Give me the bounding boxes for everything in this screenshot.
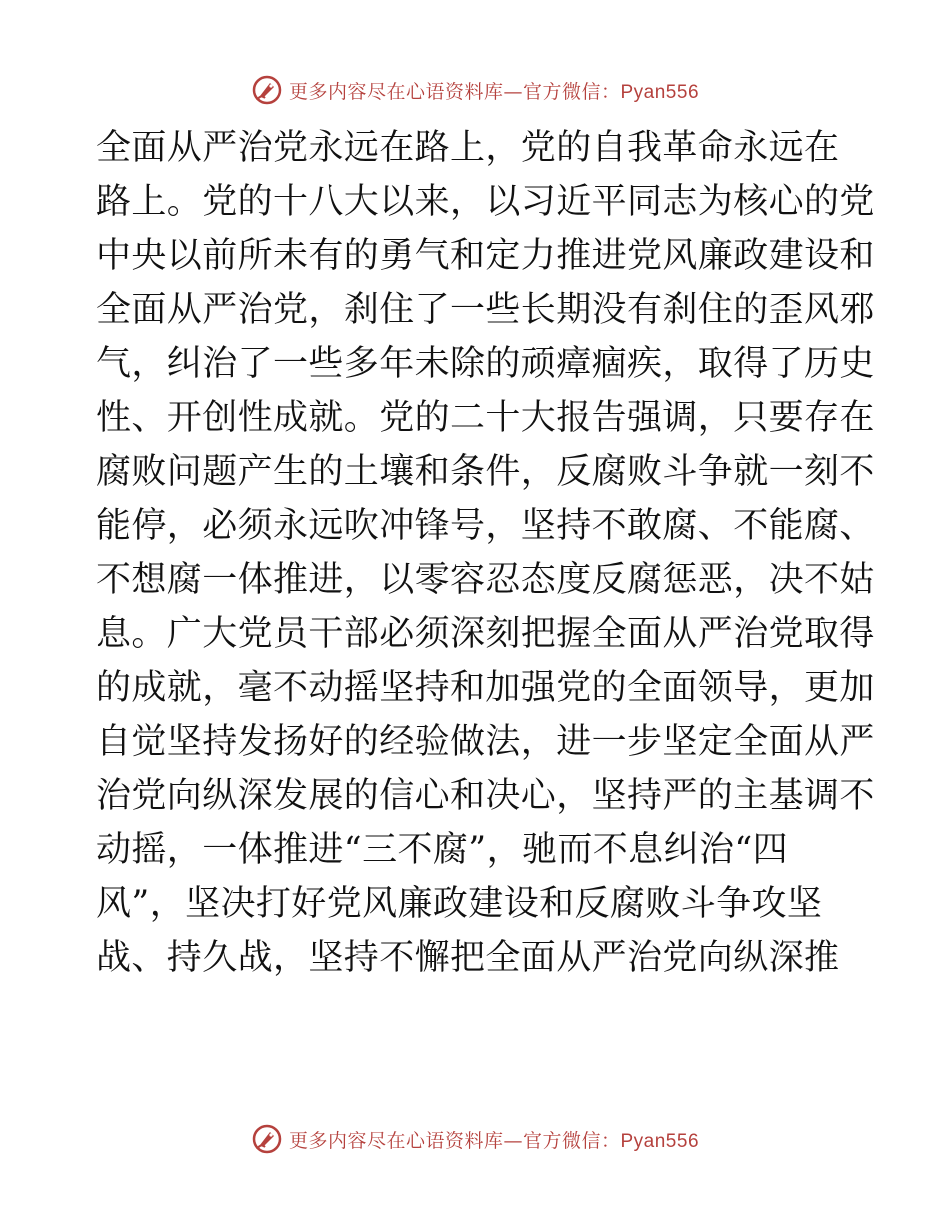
footer-watermark bbox=[0, 1119, 950, 1159]
body-line: 的成就，毫不动摇坚持和加强党的全面领导，更加 bbox=[96, 668, 875, 708]
body-line: 中央以前所未有的勇气和定力推进党风廉政建设和 bbox=[96, 236, 875, 276]
body-line: 全面从严治党永远在路上，党的自我革命永远在 bbox=[96, 128, 840, 168]
watermark-dash: — bbox=[503, 80, 523, 103]
watermark-wechat-label: 官方微信： bbox=[522, 1129, 621, 1152]
body-line: 自觉坚持发扬好的经验做法，进一步坚定全面从严 bbox=[96, 722, 875, 762]
document-body bbox=[96, 121, 875, 985]
watermark-text bbox=[289, 77, 699, 104]
body-line: 性、开创性成就。党的二十大报告强调，只要存在 bbox=[96, 398, 875, 438]
body-line: 风”，坚决打好党风廉政建设和反腐败斗争攻坚 bbox=[96, 884, 823, 924]
pen-nib-logo-icon bbox=[251, 1123, 283, 1155]
watermark-dash: — bbox=[503, 1129, 523, 1152]
body-line: 息。广大党员干部必须深刻把握全面从严治党取得 bbox=[96, 614, 875, 654]
body-line: 能停，必须永远吹冲锋号，坚持不敢腐、不能腐、 bbox=[96, 506, 875, 546]
body-line: 战、持久战，坚持不懈把全面从严治党向纵深推 bbox=[96, 938, 840, 978]
body-line: 腐败问题产生的土壤和条件，反腐败斗争就一刻不 bbox=[96, 452, 875, 492]
watermark-text bbox=[289, 1126, 699, 1153]
body-line: 不想腐一体推进，以零容忍态度反腐惩恶，决不姑 bbox=[96, 560, 875, 600]
body-line: 治党向纵深发展的信心和决心，坚持严的主基调不 bbox=[96, 776, 875, 816]
watermark-wechat-id: Pyan556 bbox=[620, 1130, 700, 1152]
watermark-wechat-id: Pyan556 bbox=[620, 81, 700, 103]
watermark-wechat-label: 官方微信： bbox=[522, 80, 621, 103]
body-line: 气，纠治了一些多年未除的顽瘴痼疾，取得了历史 bbox=[96, 344, 875, 384]
body-line: 路上。党的十八大以来，以习近平同志为核心的党 bbox=[96, 182, 875, 222]
watermark-site-text: 更多内容尽在心语资料库 bbox=[288, 1129, 504, 1152]
watermark-site-text: 更多内容尽在心语资料库 bbox=[288, 80, 504, 103]
body-line: 全面从严治党，刹住了一些长期没有刹住的歪风邪 bbox=[96, 290, 875, 330]
pen-nib-logo-icon bbox=[251, 74, 283, 106]
body-line: 动摇，一体推进“三不腐”，驰而不息纠治“四 bbox=[96, 830, 789, 870]
header-watermark bbox=[0, 70, 950, 110]
